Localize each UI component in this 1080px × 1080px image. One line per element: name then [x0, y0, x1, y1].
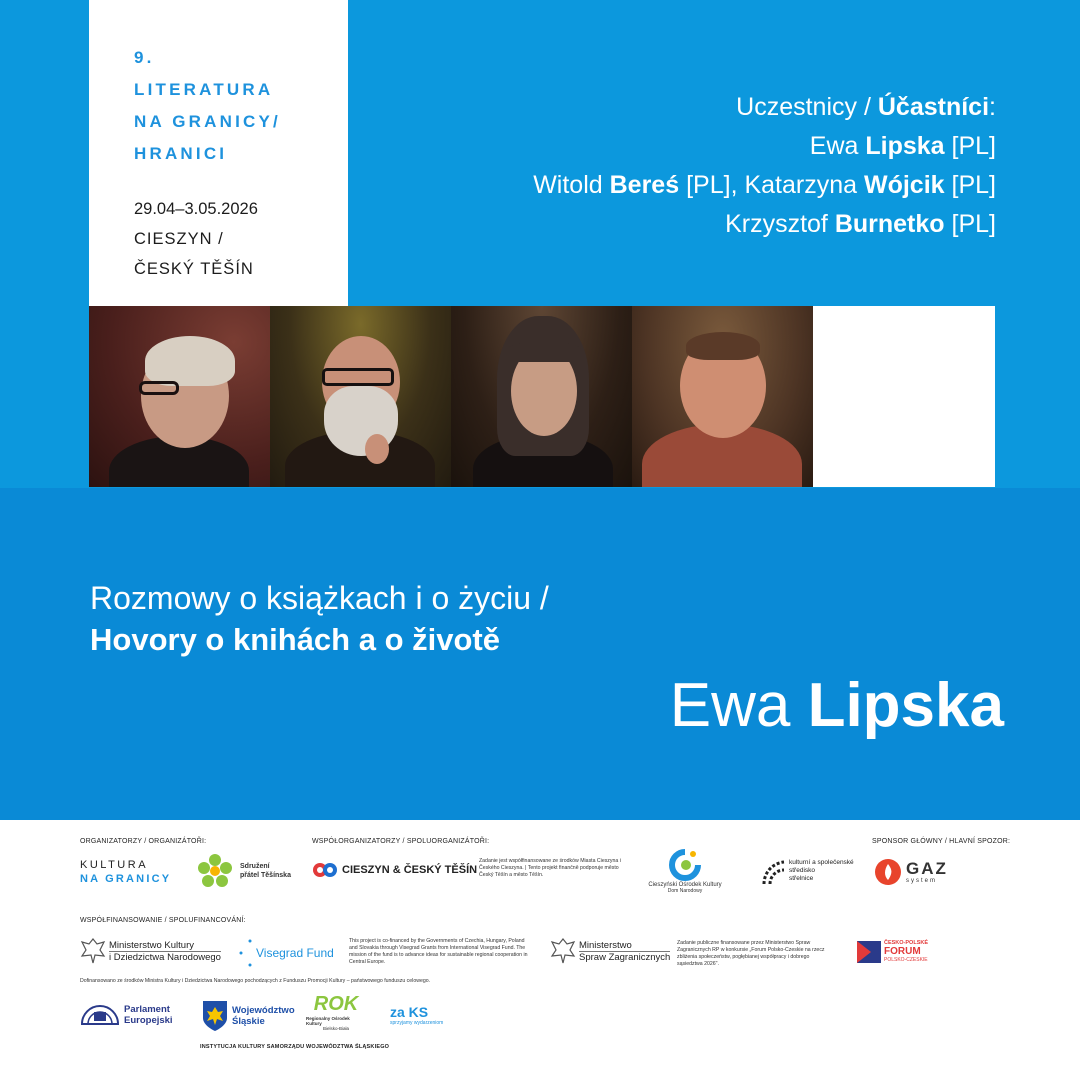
participant-first-name: Krzysztof — [725, 210, 828, 238]
instytucja-label: INSTYTUCJA KULTURY SAMORZĄDU WOJEWÓDZTWA ŚLĄSKIEGO — [200, 1044, 390, 1050]
festival-place: CIESZYN / ČESKÝ TĚŠÍN — [134, 230, 254, 278]
wojewodztwo-slaskie-logo: Województwo Śląskie — [202, 1000, 295, 1032]
rok-logo: ROK Regionalny Ośrodek Kultury Bielsko-Biała — [306, 993, 359, 1031]
participants-label-cz: Účastníci — [877, 93, 990, 121]
participants-colon: : — [989, 93, 996, 121]
participant-last-name: Wójcik — [863, 171, 945, 199]
parlament-europejski-logo: Parlament Europejski — [80, 1004, 173, 1026]
visegrad-note: This project is co-financed by the Governments of Czechia, Hungary, Poland and Slovakia through Visegrad Grants from International Visegrad Fund. The mission of the fund is to advance ideas for sustainable regional cooperation in Central Europe. — [349, 938, 528, 965]
featured-first-name: Ewa — [669, 671, 791, 740]
forum-icon — [857, 941, 881, 963]
participant-last-name: Burnetko — [834, 210, 945, 238]
flame-icon — [874, 858, 902, 886]
visegrad-dots-icon — [238, 938, 254, 968]
participants-separator: / — [857, 93, 878, 121]
festival-dates: 29.04–3.05.2026 — [134, 200, 258, 218]
sponsor-label: SPONSOR GŁÓWNY / HLAVNÍ SPOZOR: — [872, 838, 1011, 845]
participant-last-name: Lipska — [865, 132, 945, 160]
participant-photos — [89, 306, 995, 487]
visegrad-fund-logo: Visegrad Fund — [238, 938, 334, 968]
featured-author — [670, 668, 1004, 744]
participant-country: [PL] — [951, 132, 996, 160]
organizers-label: ORGANIZATORZY / ORGANIZÁTOŘI: — [80, 838, 207, 845]
festival-card — [89, 0, 348, 306]
msz-logo: Ministerstwo Spraw Zagranicznych — [550, 936, 670, 966]
photo-katarzyna-wojcik — [451, 306, 632, 487]
msz-note: Zadanie publiczne finansowane przez Ministerstwo Spraw Zagranicznych RP w konkursie „Forum Polsko-Czeskie na rzecz zbliżenia społeczeństw, pogłębianej współpracy i dobrego sąsiedztwa 2026". — [677, 940, 825, 967]
participant-first-name: Ewa — [809, 132, 859, 160]
forum-logo: ČESKO-POLSKÉ FORUM POLSKO-CZESKIE — [857, 940, 928, 963]
cieszyn-note: Zadanie jest współfinansowane ze środków Miasta Cieszyna i Českého Cieszyna. | Tento projekt finančně podporuje město Český Těšín a město Těšín. — [479, 858, 621, 878]
participant-first-name: Katarzyna — [744, 171, 858, 199]
eagle-icon — [80, 936, 106, 966]
mkidn-logo: Ministerstwo Kultury i Dziedzictwa Narodowego — [80, 936, 221, 966]
coorganizers-label: WSPÓŁORGANIZATORZY / SPOLUORGANIZÁTOŘI: — [312, 838, 490, 845]
photo-placeholder — [813, 306, 995, 487]
cieszyn-cesky-tesin-logo: CIESZYN & ČESKÝ TĚŠÍN — [312, 860, 477, 880]
photo-krzysztof-burnetko — [632, 306, 813, 487]
strelnice-logo: kulturní a společenské středisko střelnice — [760, 856, 854, 886]
participant-first-name: Witold — [533, 171, 603, 199]
zaiks-logo: za KS sprzyjamy wydarzeniom — [390, 1004, 444, 1026]
parliament-icon — [80, 1004, 120, 1026]
coat-of-arms-icon — [202, 1000, 228, 1032]
festival-name: LITERATURA NA GRANICY/ HRANICI — [134, 80, 281, 163]
kultura-na-granicy-logo: KULTURA NA GRANICY — [80, 859, 172, 885]
cok-icon — [669, 848, 701, 882]
flower-icon — [196, 852, 234, 890]
participants-label-pl: Uczestnicy — [736, 93, 858, 121]
dofinansowano-note: Dofinansowano ze środków Ministra Kultury i Dziedzictwa Narodowego pochodzących z Funduszu Promocji Kultury – państwowego funduszu celowego. — [80, 978, 431, 984]
participant-last-name: Bereś — [609, 171, 680, 199]
sponsors-footer — [0, 820, 1080, 1080]
cok-logo: Cieszyński Ośrodek Kultury Dom Narodowy — [640, 848, 730, 894]
participant-country: [PL] — [951, 210, 996, 238]
participant-line — [436, 205, 996, 244]
talk-title — [90, 578, 549, 660]
participants-block — [436, 88, 996, 244]
cieszyn-icon — [312, 860, 338, 880]
festival-number: 9. — [134, 48, 155, 67]
featured-last-name: Lipska — [807, 671, 1004, 740]
eagle-icon — [550, 936, 576, 966]
talk-title-cz: Hovory o knihách a o životě — [90, 622, 500, 657]
talk-title-pl: Rozmowy o książkach i o życiu / — [90, 580, 549, 616]
photo-ewa-lipska — [89, 306, 270, 487]
participant-country: [PL] — [951, 171, 996, 199]
participant-line — [436, 127, 996, 166]
sdruzeni-logo: Sdružení přátel Těšínska — [196, 852, 291, 890]
photo-witold-beres — [270, 306, 451, 487]
strelnice-icon — [760, 856, 786, 886]
participants-heading — [436, 88, 996, 127]
cofinance-label: WSPÓŁFINANSOWANIE / SPOLUFINANCOVÁNÍ: — [80, 917, 246, 924]
gaz-system-logo: GAZ system — [874, 858, 948, 886]
participant-country: [PL] — [686, 171, 731, 199]
participant-line: Witold Bereś [PL], Katarzyna Wójcik [PL] — [533, 171, 996, 199]
